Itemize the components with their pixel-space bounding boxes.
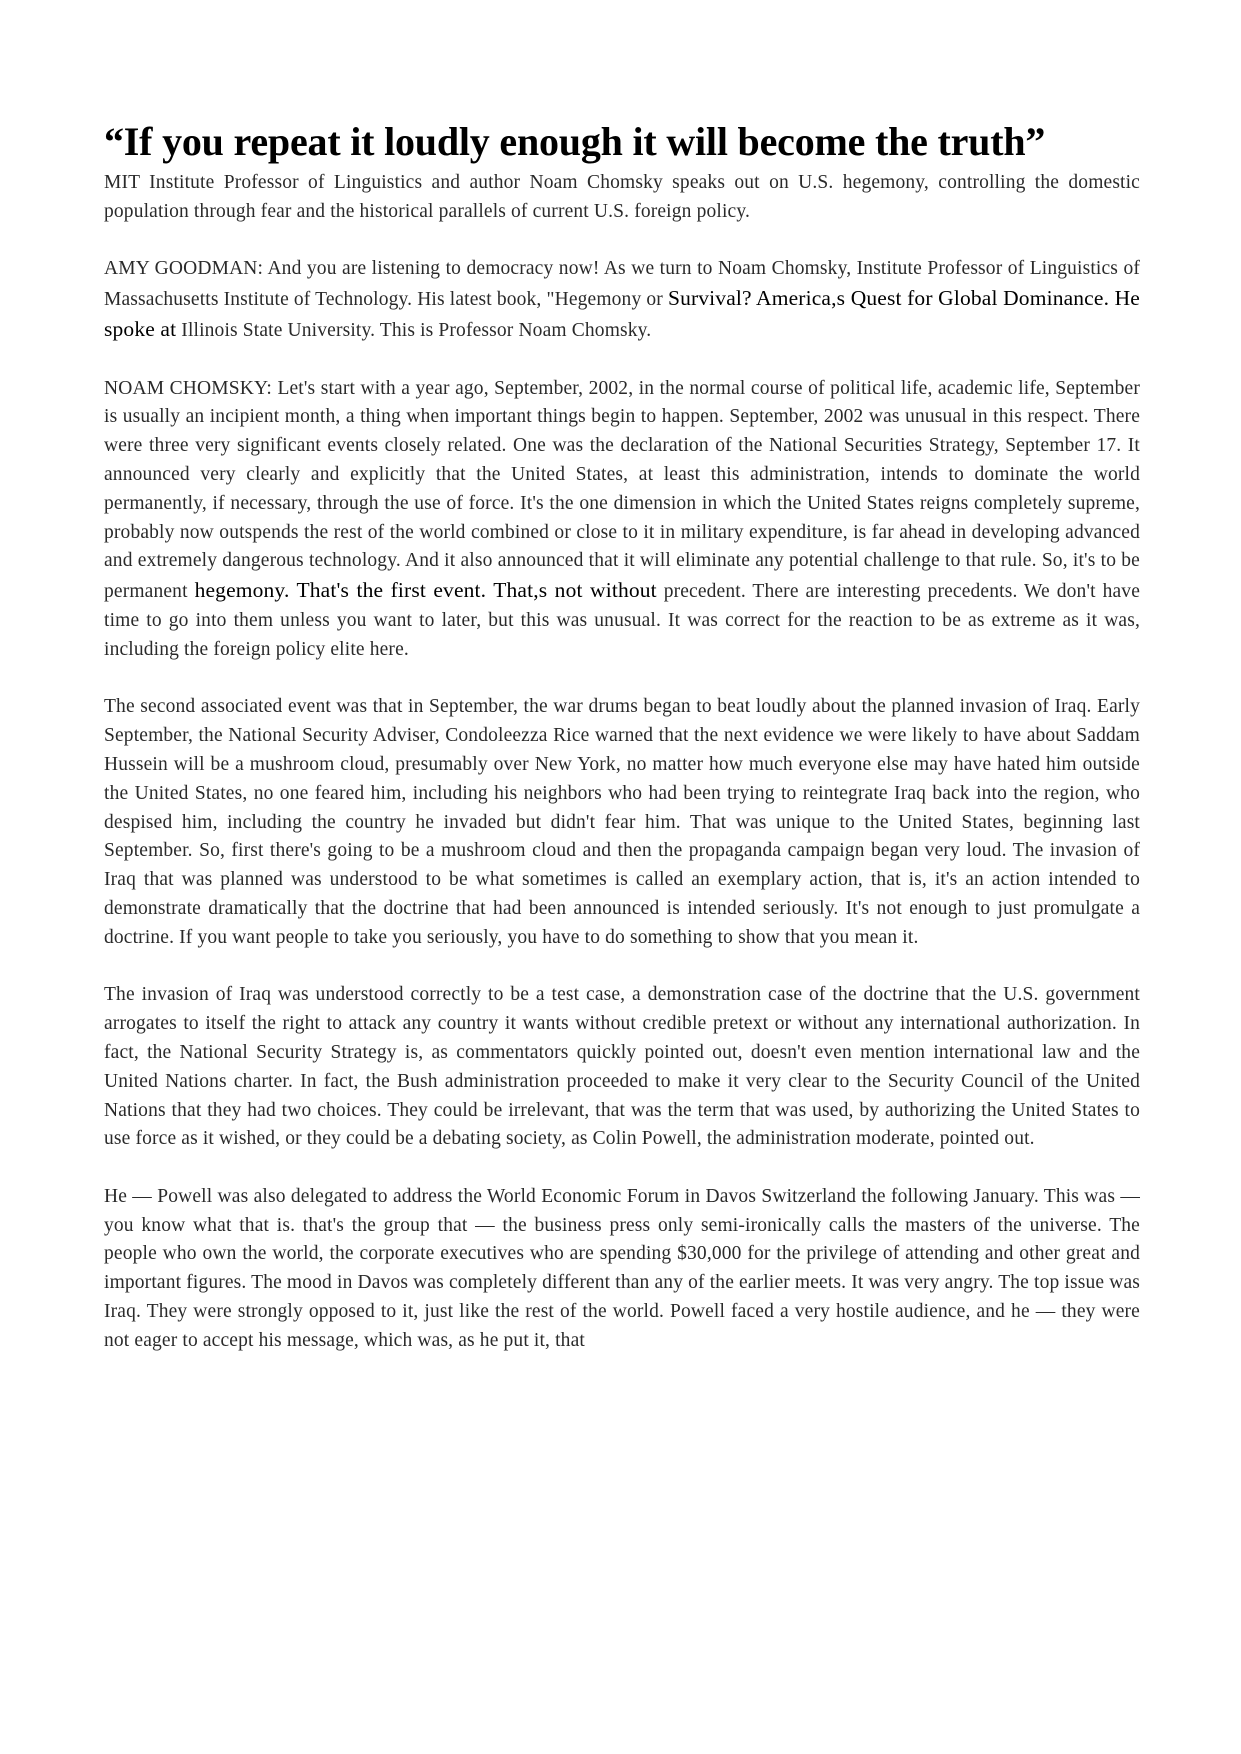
intro-text-1: AMY GOODMAN: And you are listening to democracy now! As we turn to Noam Chomsky, Institute Professor of Linguistics of Massachusetts Institute of Technology. His latest book, "Hegemony or [104,258,1140,311]
article [104,118,1140,1384]
chomsky-text-2: hegemony. That's the first event. That,s not without [194,578,657,603]
intro-text-3: Illinois State University. This is Professor Noam Chomsky. [181,319,652,341]
intro-paragraph [104,255,1140,345]
chomsky-paragraph-1 [104,375,1140,665]
chomsky-text-1: NOAM CHOMSKY: Let's start with a year ago, September, 2002, in the normal course of political life, academic life, September is usually an incipient month, a thing when important things begin to happen. September, 2002 was unusual in this respect. There were three very significant events closely related. One was the declaration of the National Securities Strategy, September 17. It announced very clearly and explicitly that the United States, at least this administration, intends to dominate the world permanently, if necessary, through the use of force. It's the one dimension in which the United States reigns completely supreme, probably now outspends the rest of the world combined or close to it in military expenditure, is far ahead in developing advanced and extremely dangerous technology. And it also announced that it will eliminate any potential challenge to that rule. So, it's to be permanent [104,377,1140,603]
article-subtitle: MIT Institute Professor of Linguistics and author Noam Chomsky speaks out on U.S. hegemony, controlling the domestic population through fear and the historical parallels of current U.S. foreign policy. [104,172,1140,222]
body-paragraph-3: The invasion of Iraq was understood correctly to be a test case, a demonstration case of the doctrine that the U.S. government arrogates to itself the right to attack any country it wants without credible pretext or without any international authorization. In fact, the National Security Strategy is, as commentators quickly pointed out, doesn't even mention international law and the United Nations charter. In fact, the Bush administration proceeded to make it very clear to the Security Council of the United Nations that they had two choices. They could be irrelevant, that was the term that was used, by authorizing the United States to use force as it wished, or they could be a debating society, as Colin Powell, the administration moderate, pointed out. [104,984,1140,1150]
body-paragraph-4: He — Powell was also delegated to address the World Economic Forum in Davos Switzerland the following January. This was — you know what that is. that's the group that — the business press only semi-ironically calls the masters of the universe. The people who own the world, the corporate executives who are spending $30,000 for the privilege of attending and other great and important figures. The mood in Davos was completely different than any of the earlier meets. It was very angry. The top issue was Iraq. They were strongly opposed to it, just like the rest of the world. Powell faced a very hostile audience, and he — they were not eager to accept his message, which was, as he put it, that [104,1185,1140,1351]
chomsky-text-3: precedent. There are interesting precedents. We don't have time to go into them unless you want to later, but this was unusual. It was correct for the reaction to be as extreme as it was, including the foreign policy elite here. [104,581,1140,660]
intro-text-2: Survival? America,s Quest for Global Dominance. He spoke at [104,286,1140,341]
article-title: “If you repeat it loudly enough it will become the truth” [104,119,1046,164]
body-paragraph-2: The second associated event was that in September, the war drums began to beat loudly about the planned invasion of Iraq. Early September, the National Security Adviser, Condoleezza Rice warned that the next evidence we were likely to have about Saddam Hussein will be a mushroom cloud, presumably over New York, no matter how much everyone else may have hated him outside the United States, no one feared him, including his neighbors who had been trying to reintegrate Iraq back into the region, who despised him, including the country he invaded but didn't fear him. That was unique to the United States, beginning last September. So, first there's going to be a mushroom cloud and then the propaganda campaign began very loud. The invasion of Iraq that was planned was understood to be what sometimes is called an exemplary action, that is, it's an action intended to demonstrate dramatically that the doctrine that had been announced is intended seriously. It's not enough to just promulgate a doctrine. If you want people to take you seriously, you have to do something to show that you mean it. [104,696,1140,948]
